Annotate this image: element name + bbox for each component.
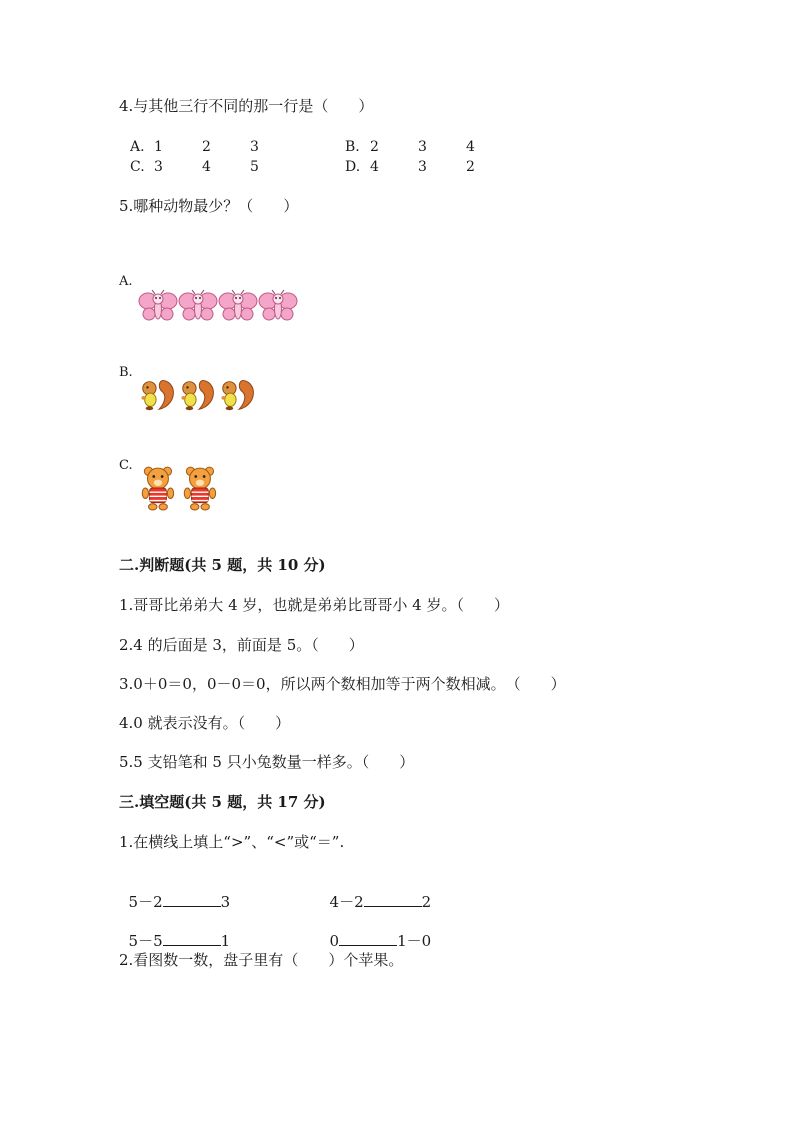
q4-stem: 4.与其他三行不同的那一行是（ ） <box>119 97 374 115</box>
squirrel-icon <box>138 376 178 414</box>
q4-option-d-num: 2 <box>466 159 475 175</box>
q4-option-d-num: 4 <box>370 159 379 175</box>
judge-item-5: 5.5 支铅笔和 5 只小兔数量一样多。（ ） <box>119 753 415 771</box>
judge-item-3: 3.0＋0＝0，0－0＝0，所以两个数相加等于两个数相减。 （ ） <box>119 675 566 693</box>
bear-icon <box>180 465 222 511</box>
q5-option-b-letter: B. <box>119 365 133 380</box>
q4-option-d-num: 3 <box>418 159 427 175</box>
q5-option-a-letter: A. <box>119 274 133 289</box>
fill-q1-stem: 1.在横线上填上“>”、“<”或“＝”. <box>119 833 345 851</box>
q4-option-a-num: 2 <box>202 139 211 155</box>
compare-left: 4－2 <box>329 893 364 911</box>
q4-option-b-num: 4 <box>466 139 475 155</box>
compare-right: 2 <box>421 893 432 911</box>
q5-option-c-letter: C. <box>119 458 133 473</box>
compare-right: 3 <box>220 893 231 911</box>
squirrel-icon <box>218 376 258 414</box>
judge-item-1: 1.哥哥比弟弟大 4 岁，也就是弟弟比哥哥小 4 岁。（ ） <box>119 596 509 614</box>
judge-item-2: 2.4 的后面是 3，前面是 5。（ ） <box>119 636 364 654</box>
q5-stem: 5.哪种动物最少？（ ） <box>119 197 299 215</box>
butterfly-icon <box>218 288 258 324</box>
butterfly-icon <box>258 288 298 324</box>
compare-left: 0 <box>329 932 340 950</box>
section2-heading: 二.判断题(共 5 题，共 10 分) <box>119 556 326 574</box>
q4-option-c-num: 5 <box>250 159 259 175</box>
section3-heading: 三.填空题(共 5 题，共 17 分) <box>119 793 326 811</box>
butterfly-icon <box>138 288 178 324</box>
compare-right: 1－0 <box>397 932 432 950</box>
q5-option-a-images <box>138 288 298 324</box>
compare-left: 5－5 <box>128 932 163 950</box>
compare-item-1 <box>119 872 230 912</box>
compare-right: 1 <box>220 932 231 950</box>
fill-q2-stem: 2.看图数一数，盘子里有（ ）个苹果。 <box>119 951 404 969</box>
bear-icon <box>138 465 180 511</box>
q4-option-a-letter: A. <box>130 139 145 155</box>
q4-option-b-letter: B. <box>345 139 360 155</box>
squirrel-icon <box>178 376 218 414</box>
q4-option-c-letter: C. <box>130 159 145 175</box>
answer-blank[interactable] <box>163 892 221 907</box>
compare-left: 5－2 <box>128 893 163 911</box>
q4-option-c-num: 3 <box>154 159 163 175</box>
judge-item-4: 4.0 就表示没有。（ ） <box>119 714 291 732</box>
compare-item-2 <box>320 872 431 912</box>
q4-option-a-num: 1 <box>154 139 163 155</box>
q4-option-b-num: 2 <box>370 139 379 155</box>
answer-blank[interactable] <box>364 892 422 907</box>
q4-option-a-num: 3 <box>250 139 259 155</box>
q4-option-b-num: 3 <box>418 139 427 155</box>
answer-blank[interactable] <box>163 931 221 946</box>
compare-item-3 <box>119 911 230 951</box>
q4-option-c-num: 4 <box>202 159 211 175</box>
q5-option-b-images <box>138 376 258 414</box>
answer-blank[interactable] <box>339 931 397 946</box>
q5-option-c-images <box>138 465 222 511</box>
butterfly-icon <box>178 288 218 324</box>
q4-option-d-letter: D. <box>345 159 361 175</box>
compare-item-4 <box>320 911 431 951</box>
